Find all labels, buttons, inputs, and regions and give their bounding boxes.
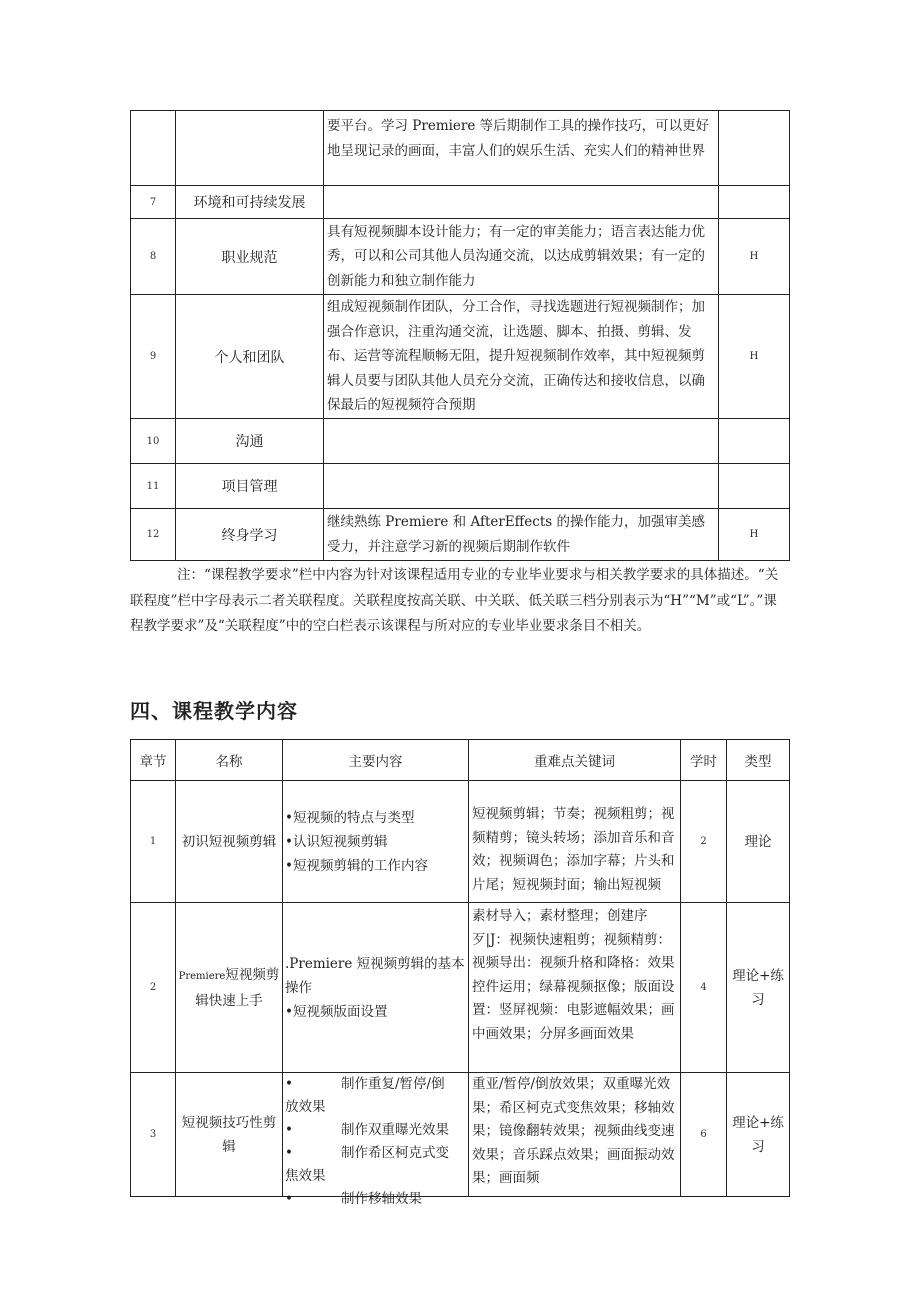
- row-number: 9: [131, 295, 176, 419]
- key-points: [469, 903, 681, 1073]
- chapter-name-rest: 短视频剪辑快速上手: [195, 966, 280, 1009]
- relevance-level: [719, 419, 790, 464]
- row-number: [131, 111, 176, 186]
- course-type: 理论: [727, 781, 790, 903]
- teaching-requirement: 组成短视频制作团队，分工合作，寻找选题进行短视频制作；加强合作意识，注重沟通交流，让选题、脚本、拍摄、剪辑、发布、运营等流程顺畅无阻，提升短视频制作效率，其中短视频剪辑人员要与团队其他人员充分交流，正确传达和接收信息，以确保最后的短视频符合预期: [324, 295, 719, 419]
- header-chapter: 章节: [131, 740, 176, 781]
- graduation-requirements-table: [130, 110, 790, 561]
- class-hours: 6: [681, 1073, 727, 1197]
- row-number: 8: [131, 219, 176, 295]
- row-number: 7: [131, 186, 176, 219]
- chapter-number: 2: [131, 903, 176, 1073]
- table-row: [131, 464, 790, 509]
- relevance-level: H: [719, 509, 790, 561]
- relevance-level: [719, 111, 790, 186]
- chapter-name: [176, 903, 283, 1073]
- row-number: 10: [131, 419, 176, 464]
- key-points-text: 重亚/暂停/倒放效果；双重曝光效果；希区柯克式变焦效果；移轴效果；镜像翻转效果；视频曲线变速效果；音乐踩点效果；画面振动效果；画面频: [472, 1076, 675, 1186]
- chapter-name: 短视频技巧性剪辑: [176, 1073, 283, 1197]
- main-content: [283, 781, 469, 903]
- main-content: [283, 1073, 469, 1207]
- row-number: 11: [131, 464, 176, 509]
- header-type: 类型: [727, 740, 790, 781]
- key-points-text: 短视频剪辑；节奏；视频粗剪；视频精剪；镜头转场；添加音乐和音效；视频调色；添加字幕；片头和片尾；短视频封面；输出短视频: [472, 806, 675, 893]
- content-item: •短视频剪辑的工作内容: [285, 857, 428, 874]
- relevance-level: H: [719, 219, 790, 295]
- table-row: [131, 219, 790, 295]
- requirement-name: 个人和团队: [176, 295, 324, 419]
- course-type: 理论+练习: [727, 903, 790, 1073]
- content-item: •短视频的特点与类型: [285, 809, 415, 826]
- teaching-requirement: [324, 419, 719, 464]
- bullet: •: [285, 1145, 293, 1161]
- chapter-name-prefix: Premiere: [178, 970, 226, 982]
- requirement-name: 项目管理: [176, 464, 324, 509]
- content-item: 制作希区柯克式变: [341, 1145, 449, 1161]
- course-type: 理论+练习: [727, 1073, 790, 1197]
- table-row: [131, 1073, 790, 1197]
- header-name: 名称: [176, 740, 283, 781]
- header-hours: 学时: [681, 740, 727, 781]
- teaching-requirement: 要平台。学习 Premiere 等后期制作工具的操作技巧，可以更好地呈现记录的画面，丰富人们的娱乐生活、充实人们的精神世界: [324, 111, 719, 186]
- table-row: [131, 186, 790, 219]
- requirement-name: 沟通: [176, 419, 324, 464]
- content-item: 放效果: [285, 1099, 326, 1115]
- key-points: [469, 1073, 681, 1197]
- requirement-name: 职业规范: [176, 219, 324, 295]
- content-item: 制作重复/暂停/倒: [341, 1076, 445, 1092]
- requirement-name: [176, 111, 324, 186]
- bullet: •: [285, 1191, 293, 1207]
- table-row: [131, 509, 790, 561]
- chapter-number: 1: [131, 781, 176, 903]
- bullet: •: [285, 1122, 293, 1138]
- section-title: 四、课程教学内容: [130, 699, 298, 723]
- content-item: 焦效果: [285, 1168, 326, 1184]
- relevance-level: [719, 186, 790, 219]
- teaching-requirement: [324, 464, 719, 509]
- chapter-name: 初识短视频剪辑: [176, 781, 283, 903]
- content-item: 制作双重曝光效果: [341, 1122, 449, 1138]
- row-number: 12: [131, 509, 176, 561]
- key-points-text: 素材导入；素材整理；创建序歹|J：视频快速粗剪；视频精剪：视频导出：视频升格和降格：效果控件运用；绿幕视频抠像；版面设置：竖屏视频：电影遮幅效果；画中画效果；分屏多画面效果: [472, 908, 675, 1042]
- relevance-level: [719, 464, 790, 509]
- table-footnote: 注：“课程教学要求”栏中内容为针对该课程适用专业的专业毕业要求与相关教学要求的具体描述。“关联程度”栏中字母表示二者关联程度。关联程度按高关联、中关联、低关联三档分别表示为“H”“M”或“L”。”课程教学要求”及“关联程度”中的空白栏表示该课程与所对应的专业毕业要求条目不相关。: [130, 567, 779, 634]
- teaching-requirement: 具有短视频脚本设计能力；有一定的审美能力；语言表达能力优秀，可以和公司其他人员沟通交流，以达成剪辑效果；有一定的创新能力和独立制作能力: [324, 219, 719, 295]
- class-hours: 4: [681, 903, 727, 1073]
- requirement-name: 终身学习: [176, 509, 324, 561]
- table-row: [131, 781, 790, 903]
- content-list: [285, 1073, 466, 1207]
- relevance-level: H: [719, 295, 790, 419]
- requirement-name: 环境和可持续发展: [176, 186, 324, 219]
- header-keywords: 重难点关键词: [469, 740, 681, 781]
- table-row: [131, 903, 790, 1073]
- main-content: [283, 903, 469, 1073]
- table-row: [131, 419, 790, 464]
- course-content-table: [130, 739, 790, 1207]
- class-hours: 2: [681, 781, 727, 903]
- content-item: 制作移轴效果: [341, 1191, 422, 1207]
- content-item: •短视频版面设置: [285, 1003, 388, 1020]
- teaching-requirement: 继续熟练 Premiere 和 AfterEffects 的操作能力，加强审美感受力，并注意学习新的视频后期制作软件: [324, 509, 719, 561]
- table-row: [131, 111, 790, 186]
- chapter-number: 3: [131, 1073, 176, 1197]
- content-item: .Premiere 短视频剪辑的基本操作: [285, 955, 465, 996]
- table-row: [131, 295, 790, 419]
- key-points: [469, 781, 681, 903]
- content-item: •认识短视频剪辑: [285, 833, 388, 850]
- header-content: 主要内容: [283, 740, 469, 781]
- teaching-requirement: [324, 186, 719, 219]
- bullet: •: [285, 1076, 293, 1092]
- table-header-row: [131, 740, 790, 781]
